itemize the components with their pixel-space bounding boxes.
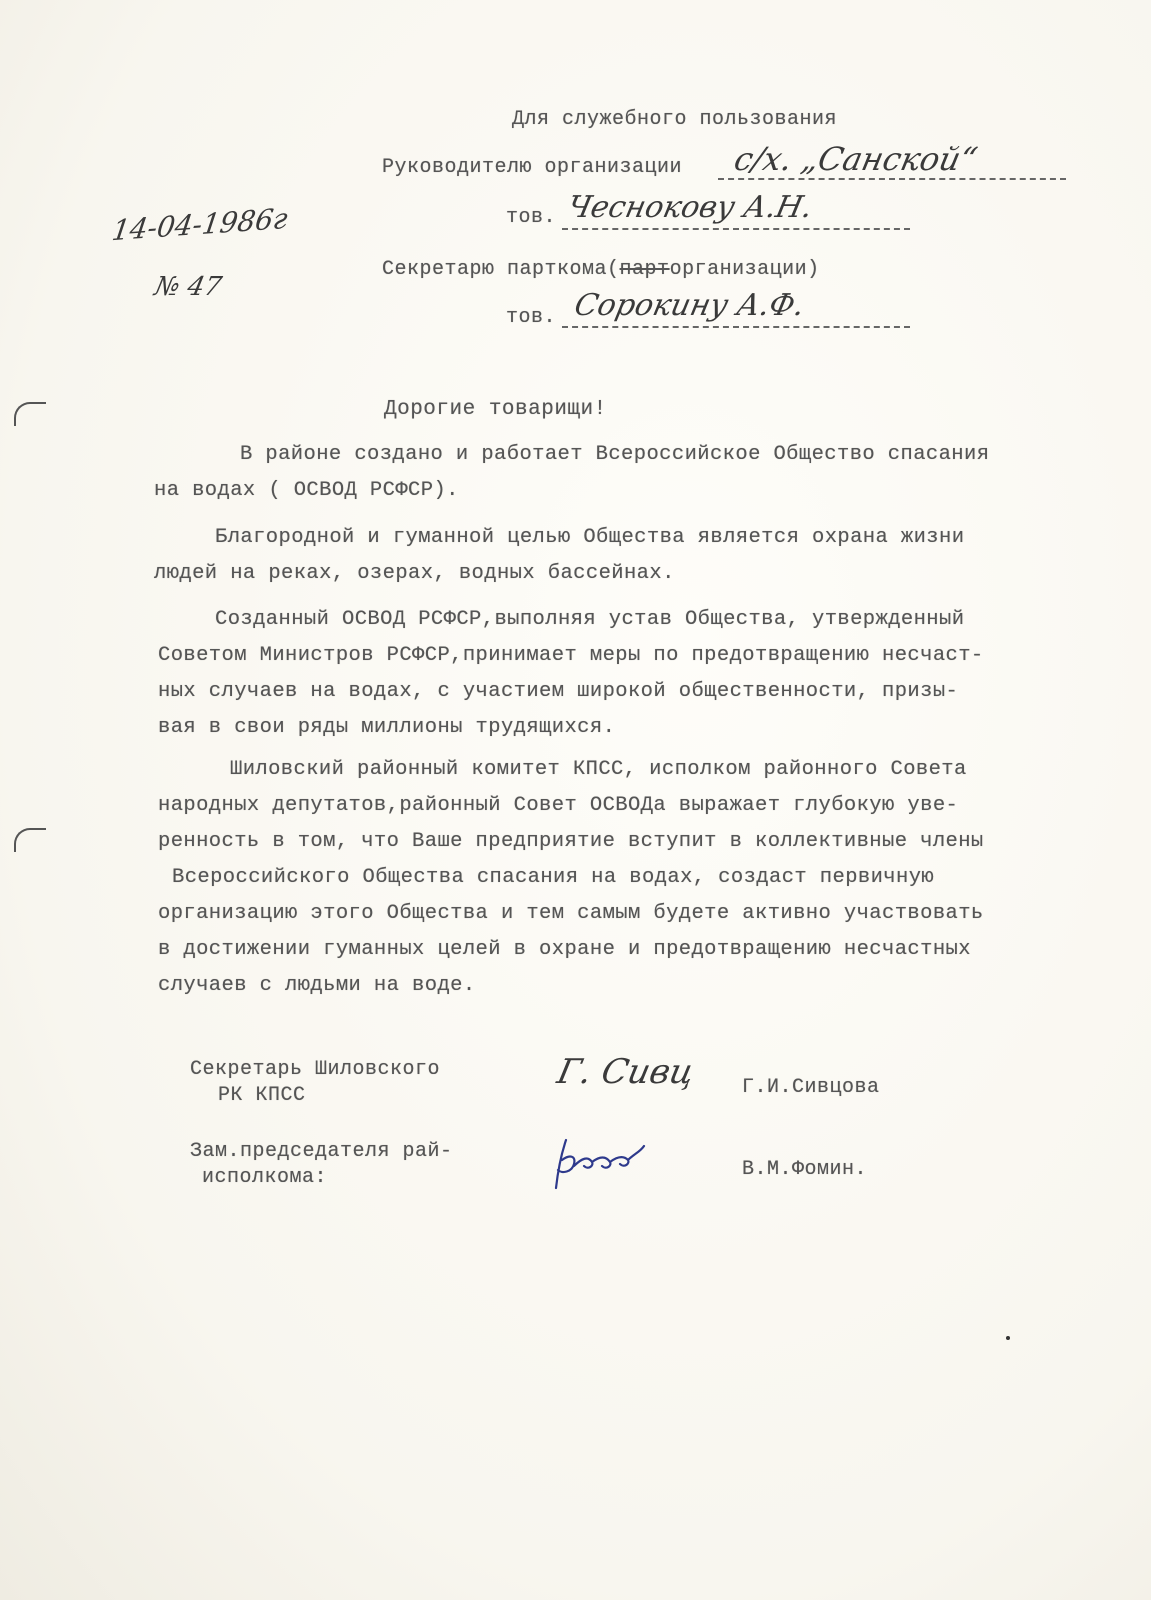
sig1-title-line2: РК КПСС bbox=[218, 1084, 306, 1107]
to-head-line bbox=[718, 178, 1066, 180]
paragraph4-line7: случаев с людьми на воде. bbox=[158, 974, 476, 997]
tov2-name-handwritten: Сорокину А.Ф. bbox=[571, 288, 808, 323]
tov1-label: тов. bbox=[506, 206, 557, 229]
punch-hole-top bbox=[14, 402, 46, 426]
paragraph3-line4: вая в свои ряды миллионы трудящихся. bbox=[158, 716, 616, 739]
tov1-line bbox=[562, 228, 910, 230]
paragraph4-line5: организацию этого Общества и тем самым будете активно участвовать bbox=[158, 902, 984, 925]
greeting: Дорогие товарищи! bbox=[384, 398, 607, 421]
sig1-handwritten-signature: Г. Сивц bbox=[553, 1052, 698, 1092]
to-secretary-label-start: Секретарю парткома( bbox=[382, 258, 620, 281]
paragraph4-line2: народных депутатов,районный Совет ОСВОДа выражает глубокую уве- bbox=[158, 794, 959, 817]
tov2-label: тов. bbox=[506, 306, 557, 329]
paragraph3-line1: Созданный ОСВОД РСФСР,выполняя устав Общества, утвержденный bbox=[215, 608, 965, 631]
sig2-name: В.М.Фомин. bbox=[742, 1158, 868, 1181]
restriction-label: Для служебного пользования bbox=[512, 108, 838, 131]
paragraph3-line2: Советом Министров РСФСР,принимает меры по предотвращению несчаст- bbox=[158, 644, 984, 667]
sig1-name: Г.И.Сивцова bbox=[742, 1076, 880, 1099]
sig1-title-line1: Секретарь Шиловского bbox=[190, 1058, 441, 1081]
paragraph2-line2: людей на реках, озерах, водных бассейнах. bbox=[154, 562, 675, 585]
number-handwritten: № 47 bbox=[151, 272, 225, 302]
paragraph4-line6: в достижении гуманных целей в охране и предотвращению несчастных bbox=[158, 938, 971, 961]
paragraph1-line2: на водах ( ОСВОД РСФСР). bbox=[154, 479, 459, 502]
tov1-name-handwritten: Чеснокову А.Н. bbox=[564, 190, 816, 225]
sig2-signature-scribble bbox=[548, 1130, 658, 1200]
to-secretary-label-rest: организации) bbox=[669, 258, 820, 281]
paragraph2-line1: Благородной и гуманной целью Общества является охрана жизни bbox=[215, 526, 965, 549]
to-head-org-handwritten: с/х. „Санской“ bbox=[730, 140, 981, 178]
sig2-title-line1: Зам.председателя рай- bbox=[190, 1140, 453, 1163]
tov2-line bbox=[562, 326, 910, 328]
sig2-title-line2: исполкома: bbox=[202, 1166, 328, 1189]
paragraph1-line1: В районе создано и работает Всероссийское Общество спасания bbox=[240, 443, 990, 466]
paragraph4-line4: Всероссийского Общества спасания на водах, создаст первичную bbox=[172, 866, 935, 889]
punch-hole-bottom bbox=[14, 828, 46, 852]
paragraph4-line3: ренность в том, что Ваше предприятие вступит в коллективные члены bbox=[158, 830, 984, 853]
paragraph4-line1: Шиловский районный комитет КПСС, исполком районного Совета bbox=[230, 758, 967, 781]
to-head-label: Руководителю организации bbox=[382, 156, 683, 179]
paragraph3-line3: ных случаев на водах, с участием широкой общественности, призы- bbox=[158, 680, 959, 703]
to-secretary-struck: парт bbox=[619, 258, 670, 281]
date-handwritten: 14-04-1986г bbox=[109, 201, 290, 248]
to-secretary-label bbox=[382, 258, 820, 281]
paper-speck bbox=[1006, 1336, 1010, 1340]
